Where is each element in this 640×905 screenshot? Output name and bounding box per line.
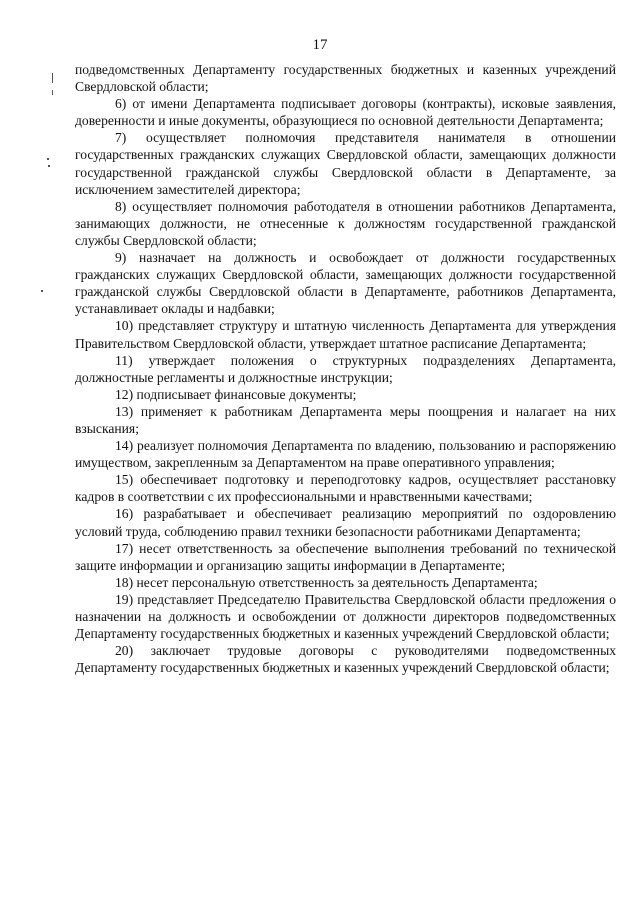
scan-artifact-mark [52,90,53,95]
paragraph-item-6: 6) от имени Департамента подписывает договоры (контракты), исковые заявления, доверенности и иные документы, образующиеся по основной деятельности Департамента; [75,96,616,129]
paragraph-item-7: 7) осуществляет полномочия представителя нанимателя в отношении государственных гражданских служащих Свердловской области, замещающих должности государственной гражданской службы Свердловской области в Департаменте, за исключением заместителей директора; [75,130,616,197]
paragraph-item-16: 16) разрабатывает и обеспечивает реализацию мероприятий по оздоровлению условий труда, соблюдению правил техники безопасности работниками Департамента; [75,506,616,539]
scan-artifact-mark [52,73,53,83]
scan-artifact-mark [48,165,50,167]
paragraph-item-14: 14) реализует полномочия Департамента по владению, пользованию и распоряжению имуществом, закрепленным за Департаментом на праве оперативного управления; [75,438,616,471]
document-body [75,61,616,676]
page-number: 17 [312,37,328,53]
paragraph-item-20: 20) заключает трудовые договоры с руководителями подведомственных Департаменту государственных бюджетных и казенных учреждений Свердловской области; [75,643,616,676]
paragraph-item-17: 17) несет ответственность за обеспечение выполнения требований по технической защите информации и организацию защиты информации в Департаменте; [75,540,616,573]
scan-artifact-mark [47,158,49,160]
paragraph-item-12: 12) подписывает финансовые документы; [115,386,357,402]
paragraph-item-10: 10) представляет структуру и штатную численность Департамента для утверждения Правительством Свердловской области, утверждает штатное расписание Департамента; [75,318,616,351]
paragraph-item-15: 15) обеспечивает подготовку и переподготовку кадров, осуществляет расстановку кадров в соответствии с их профессиональными и нравственными качествами; [75,472,616,505]
scan-artifact-mark [41,290,43,292]
paragraph-continuation: подведомственных Департаменту государственных бюджетных и казенных учреждений Свердловской области; [75,62,616,95]
paragraph-item-19: 19) представляет Председателю Правительства Свердловской области предложения о назначении на должность и освобождении от должности директоров подведомственных Департаменту государственных бюджетных и казенных учреждений Свердловской области; [75,591,616,642]
paragraph-item-13: 13) применяет к работникам Департамента меры поощрения и налагает на них взыскания; [75,403,616,436]
paragraph-item-8: 8) осуществляет полномочия работодателя в отношении работников Департамента, занимающих должности, не отнесенные к должностям государственной гражданской службы Свердловской области; [75,198,616,248]
paragraph-item-18: 18) несет персональную ответственность за деятельность Департамента; [115,574,538,590]
paragraph-item-9: 9) назначает на должность и освобождает от должности государственных гражданских служащих Свердловской области, замещающих должности государственной гражданской службы Свердловской области в Департаменте, работников Департамента, устанавливает оклады и надбавки; [75,250,616,317]
paragraph-item-11: 11) утверждает положения о структурных подразделениях Департамента, должностные регламенты и должностные инструкции; [75,352,616,385]
